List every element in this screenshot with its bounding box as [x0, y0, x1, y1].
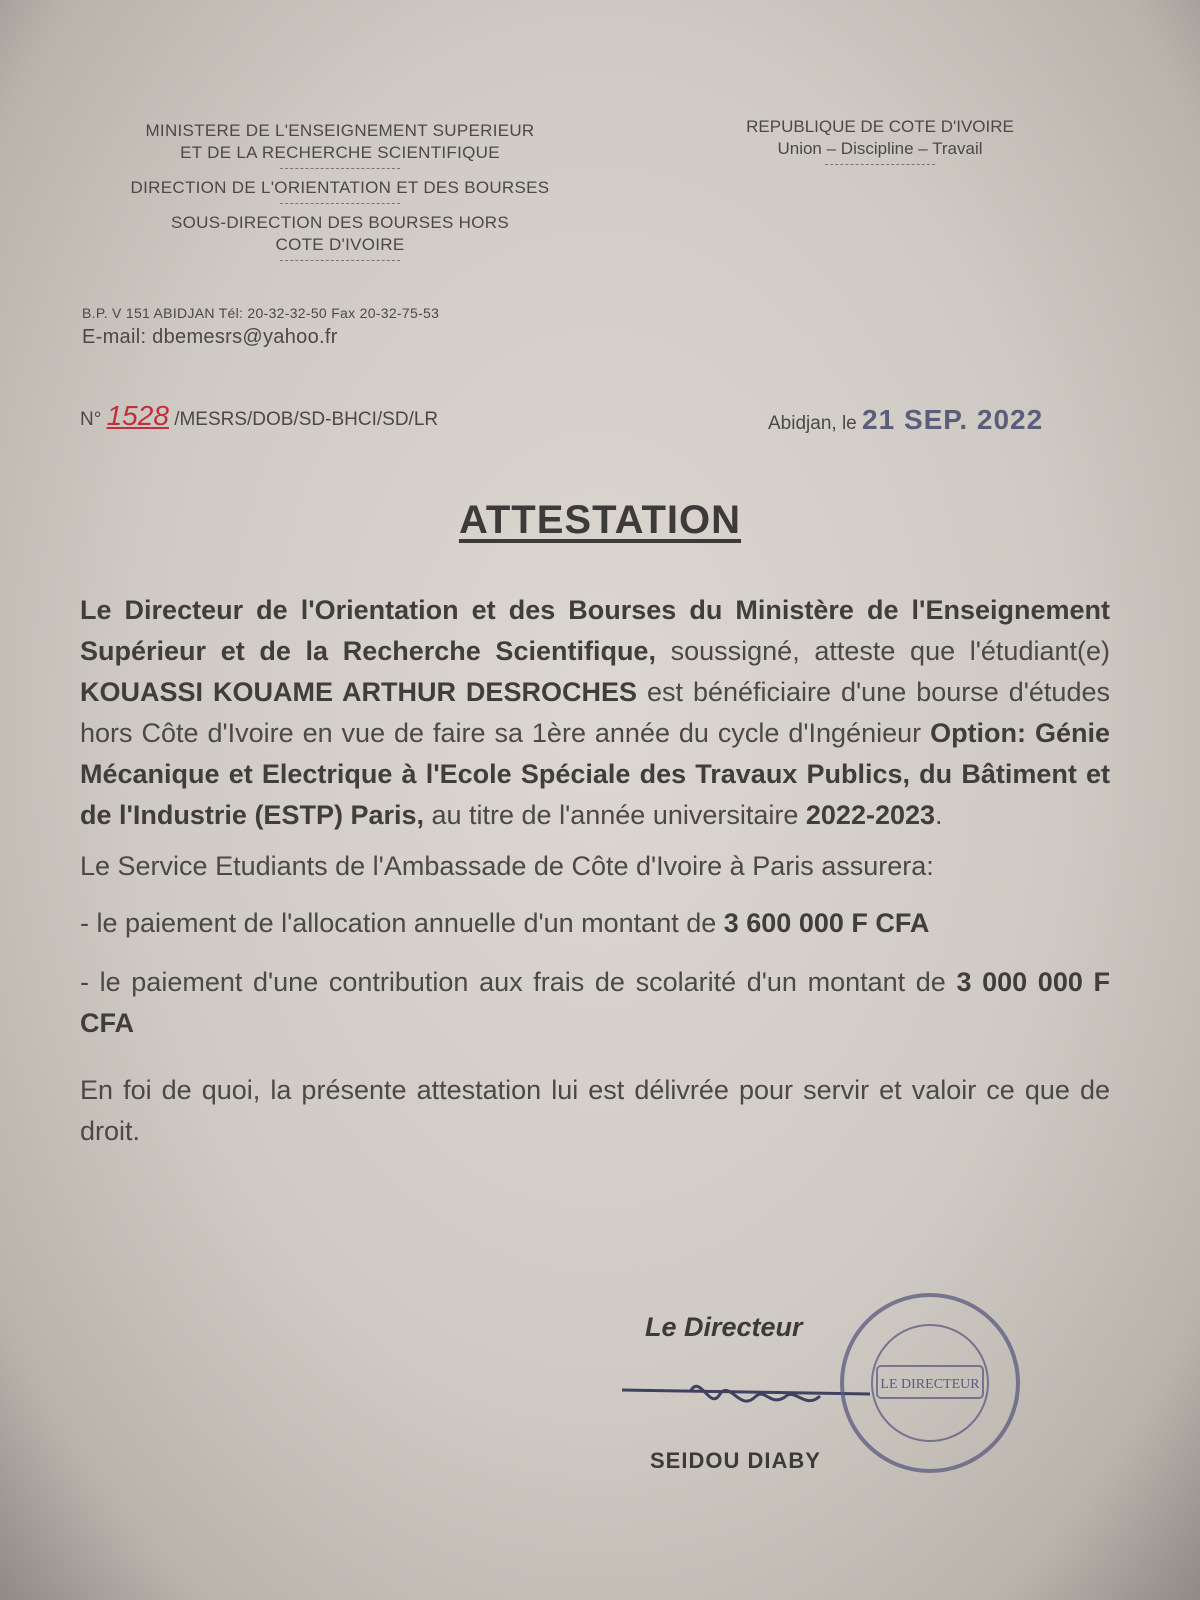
allocation-amount: 3 600 000 F CFA: [723, 908, 930, 938]
body-text: .: [935, 800, 943, 830]
sub-direction-line2: COTE D'IVOIRE: [275, 235, 405, 254]
republic-header: [710, 116, 1050, 173]
attestation-body: [80, 590, 1110, 1152]
header-divider: [825, 164, 935, 165]
academic-year: 2022-2023: [805, 800, 936, 830]
republic-motto: Union – Discipline – Travail: [777, 139, 983, 158]
ministry-header: [60, 120, 620, 348]
official-stamp: [835, 1288, 1025, 1478]
contact-block: [82, 302, 602, 348]
reference-suffix: /MESRS/DOB/SD-BHCI/SD/LR: [174, 409, 439, 430]
handwritten-reference-number: 1528: [106, 400, 169, 431]
republic-name: REPUBLIQUE DE COTE D'IVOIRE: [746, 117, 1014, 136]
postal-contact: B.P. V 151 ABIDJAN Tél: 20-32-32-50 Fax 20-32-75-53: [82, 305, 440, 321]
tuition-amount: 3 000 000 F CFA: [80, 967, 1110, 1038]
paragraph-service: Le Service Etudiants de l'Ambassade de Côte d'Ivoire à Paris assurera:: [80, 851, 934, 881]
sub-direction-line1: SOUS-DIRECTION DES BOURSES HORS: [170, 213, 509, 232]
signatory-title: Le Directeur: [645, 1312, 803, 1342]
stamp-center-text: LE DIRECTEUR: [880, 1377, 980, 1392]
body-text: au titre de l'année universitaire: [424, 800, 806, 830]
issuer-text: Le Directeur de l'Orientation et des Bourses du Ministère de l'Enseignement Supérieur et de la Recherche Scientifique,: [80, 595, 1110, 666]
program-name: Option: Génie Mécanique et Electrique à l'Ecole Spéciale des Travaux Publics, du Bâtiment et de l'Industrie (ESTP) Paris,: [80, 718, 1110, 830]
paragraph-tuition: [80, 962, 1110, 1044]
email-address: E-mail: dbemesrs@yahoo.fr: [82, 326, 338, 348]
reference-prefix: N°: [80, 409, 102, 430]
paragraph-main: [80, 590, 1110, 836]
header-divider: [280, 260, 400, 261]
header-divider: [280, 203, 400, 204]
paragraph-allocation: [80, 903, 1110, 944]
body-text: soussigné, atteste que l'étudiant(e): [655, 636, 1110, 666]
body-text: - le paiement d'une contribution aux frais de scolarité d'un montant de: [80, 967, 957, 997]
paragraph-closing: En foi de quoi, la présente attestation lui est délivrée pour servir et valoir ce que de droit.: [80, 1075, 1110, 1146]
ministry-name-line2: ET DE LA RECHERCHE SCIENTIFIQUE: [180, 143, 500, 162]
header-divider: [280, 168, 400, 169]
student-name: KOUASSI KOUAME ARTHUR DESROCHES: [80, 677, 637, 707]
ministry-name-line1: MINISTERE DE L'ENSEIGNEMENT SUPERIEUR: [145, 121, 535, 140]
reference-number: [80, 400, 438, 432]
direction-name: DIRECTION DE L'ORIENTATION ET DES BOURSES: [130, 178, 550, 197]
signatory-name: SEIDOU DIABY: [650, 1448, 821, 1473]
body-text: - le paiement de l'allocation annuelle d'un montant de: [80, 908, 724, 938]
document-title: ATTESTATION: [458, 498, 742, 542]
body-text: est bénéficiaire d'une bourse d'études hors Côte d'Ivoire en vue de faire sa 1ère année du cycle d'Ingénieur: [80, 677, 1110, 748]
date-stamp: 21 SEP. 2022: [862, 404, 1044, 435]
date-line: [768, 404, 1043, 436]
date-place: Abidjan, le: [768, 413, 857, 434]
